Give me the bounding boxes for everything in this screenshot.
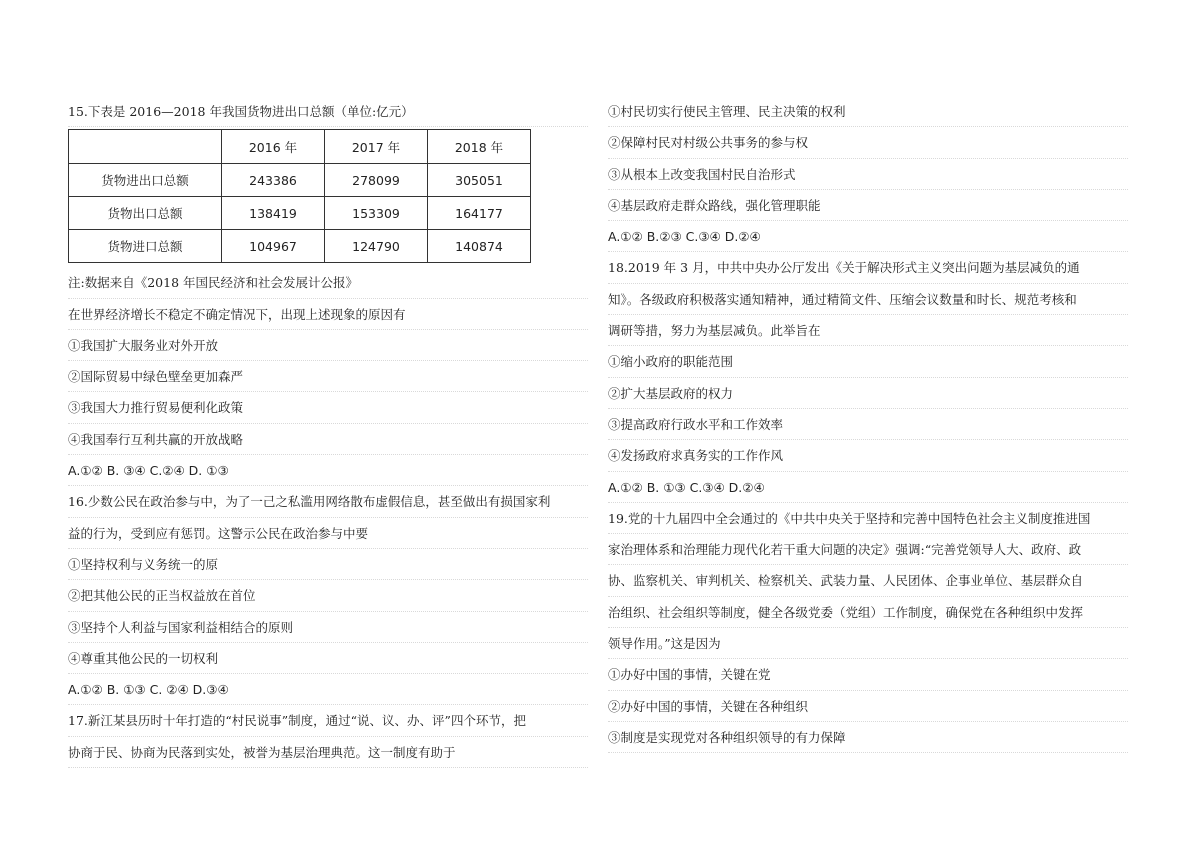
table-cell: 243386 (222, 164, 325, 197)
q17-answers: A.①② B.②③ C.③④ D.②④ (608, 221, 1128, 252)
table-row (69, 197, 531, 230)
q15-option: ④我国奉行互利共赢的开放战略 (68, 424, 588, 455)
q17-option: ②保障村民对村级公共事务的参与权 (608, 127, 1128, 158)
q17-option: ①村民切实行使民主管理、民主决策的权利 (608, 96, 1128, 127)
q17-option: ③从根本上改变我国村民自治形式 (608, 159, 1128, 190)
q19-stem-line: 家治理体系和治理能力现代化若干重大问题的决定》强调:“完善党领导人大、政府、政 (608, 534, 1128, 565)
q18-option: ③提高政府行政水平和工作效率 (608, 409, 1128, 440)
table-row (69, 230, 531, 263)
table-cell: 138419 (222, 197, 325, 230)
q18-option: ②扩大基层政府的权力 (608, 378, 1128, 409)
table-header-cell: 2018 年 (428, 130, 531, 164)
table-cell: 124790 (325, 230, 428, 263)
table-header-cell (69, 130, 222, 164)
table-cell: 104967 (222, 230, 325, 263)
q19-option: ②办好中国的事情，关键在各种组织 (608, 691, 1128, 722)
q15-answers: A.①② B. ③④ C.②④ D. ①③ (68, 455, 588, 486)
q16-option: ③坚持个人利益与国家利益相结合的原则 (68, 612, 588, 643)
q19-stem-line: 领导作用。”这是因为 (608, 628, 1128, 659)
table-cell: 153309 (325, 197, 428, 230)
table-row (69, 164, 531, 197)
q18-stem-line: 调研等措，努力为基层减负。此举旨在 (608, 315, 1128, 346)
table-row-label: 货物进出口总额 (69, 164, 222, 197)
table-cell: 140874 (428, 230, 531, 263)
q16-option: ①坚持权利与义务统一的原 (68, 549, 588, 580)
import-export-table (68, 129, 531, 263)
q15-title: 15.下表是 2016—2018 年我国货物进出口总额（单位:亿元） (68, 96, 588, 127)
q15-stem: 在世界经济增长不稳定不确定情况下，出现上述现象的原因有 (68, 299, 588, 330)
q16-option: ④尊重其他公民的一切权利 (68, 643, 588, 674)
q18-stem-line: 知》。各级政府积极落实通知精神，通过精简文件、压缩会议数量和时长、规范考核和 (608, 284, 1128, 315)
table-cell: 278099 (325, 164, 428, 197)
q15-option: ③我国大力推行贸易便利化政策 (68, 392, 588, 423)
q16-stem-line: 16.少数公民在政治参与中，为了一己之私滥用网络散布虚假信息，甚至做出有损国家利 (68, 486, 588, 517)
table-header-row (69, 130, 531, 164)
table-row-label: 货物出口总额 (69, 197, 222, 230)
table-cell: 164177 (428, 197, 531, 230)
q18-option: ④发扬政府求真务实的工作作风 (608, 440, 1128, 471)
q17-stem-line: 17.新江某县历时十年打造的“村民说事”制度，通过“说、议、办、评”四个环节，把 (68, 705, 588, 736)
right-column (608, 96, 1128, 753)
q15-option: ②国际贸易中绿色壁垒更加森严 (68, 361, 588, 392)
q18-answers: A.①② B. ①③ C.③④ D.②④ (608, 472, 1128, 503)
table-row-label: 货物进口总额 (69, 230, 222, 263)
q17-stem-line: 协商于民、协商为民落到实处，被誉为基层治理典范。这一制度有助于 (68, 737, 588, 768)
table-cell: 305051 (428, 164, 531, 197)
left-column (68, 96, 588, 768)
q17-option: ④基层政府走群众路线，强化管理职能 (608, 190, 1128, 221)
q16-option: ②把其他公民的正当权益放在首位 (68, 580, 588, 611)
q18-option: ①缩小政府的职能范围 (608, 346, 1128, 377)
q16-answers: A.①② B. ①③ C. ②④ D.③④ (68, 674, 588, 705)
q19-stem-line: 协、监察机关、审判机关、检察机关、武装力量、人民团体、企事业单位、基层群众自 (608, 565, 1128, 596)
table-header-cell: 2017 年 (325, 130, 428, 164)
table-header-cell: 2016 年 (222, 130, 325, 164)
q15-option: ①我国扩大服务业对外开放 (68, 330, 588, 361)
q19-stem-line: 治组织、社会组织等制度，健全各级党委（党组）工作制度，确保党在各种组织中发挥 (608, 597, 1128, 628)
q19-option: ①办好中国的事情，关键在党 (608, 659, 1128, 690)
q19-option: ③制度是实现党对各种组织领导的有力保障 (608, 722, 1128, 753)
q18-stem-line: 18.2019 年 3 月，中共中央办公厅发出《关于解决形式主义突出问题为基层减负的通 (608, 252, 1128, 283)
q16-stem-line: 益的行为，受到应有惩罚。这警示公民在政治参与中要 (68, 518, 588, 549)
q19-stem-line: 19.党的十九届四中全会通过的《中共中央关于坚持和完善中国特色社会主义制度推进国 (608, 503, 1128, 534)
q15-note: 注:数据来自《2018 年国民经济和社会发展计公报》 (68, 267, 588, 298)
